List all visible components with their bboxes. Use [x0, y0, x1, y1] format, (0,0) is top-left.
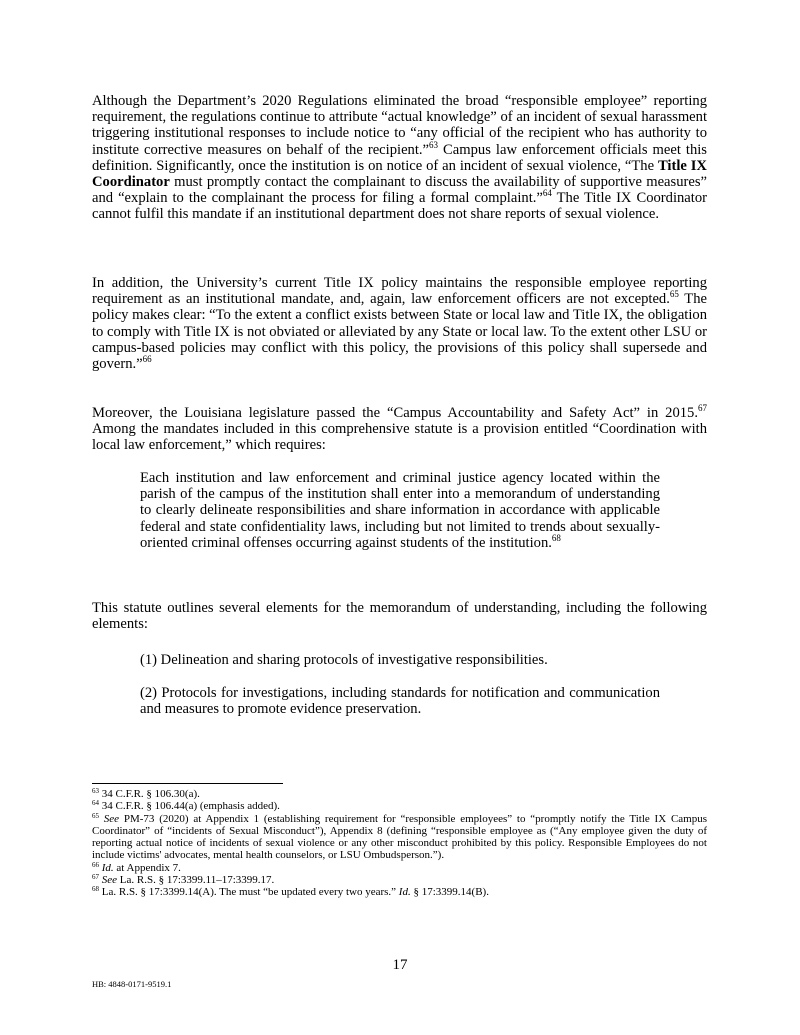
- footnote-number: 66: [92, 860, 99, 869]
- footnote: [92, 874, 707, 886]
- footnote: [92, 813, 707, 862]
- footnote: [92, 788, 707, 800]
- footnote: [92, 886, 707, 898]
- footnote-number: 68: [92, 885, 99, 894]
- bold-text: Title IX Coordinator: [92, 157, 707, 191]
- text: 34 C.F.R. § 106.44(a) (emphasis added).: [99, 800, 280, 813]
- paragraph-statute-elements: This statute outlines several elements for the memorandum of understanding, including the following elements:: [92, 600, 707, 633]
- paragraph-louisiana-act: [92, 405, 707, 454]
- text: Moreover, the Louisiana legislature passed the “Campus Accountability and Safety Act” in 2015.: [92, 405, 698, 421]
- text: Campus law enforcement officials meet this definition. Significantly, once the institution is on notice of an incident of sexual violence, “The: [92, 141, 707, 174]
- list-item: (2) Protocols for investigations, including standards for notification and communication and measures to promote evidence preservation.: [140, 685, 660, 718]
- footnotes: [92, 788, 707, 899]
- list-item: (1) Delineation and sharing protocols of investigative responsibilities.: [140, 652, 548, 668]
- footnote-number: 67: [92, 873, 99, 882]
- footnote-ref[interactable]: 66: [142, 354, 152, 365]
- footnote-ref[interactable]: 65: [669, 289, 679, 300]
- footnote-number: 64: [92, 799, 99, 808]
- footnote: [92, 800, 707, 812]
- text: at Appendix 7.: [113, 861, 181, 874]
- text: § 17:3399.14(B).: [410, 886, 489, 899]
- italic-text: See: [101, 874, 118, 887]
- block-quote: [140, 470, 660, 551]
- footnote-ref[interactable]: 68: [551, 532, 561, 543]
- paragraph-university-policy: [92, 275, 707, 372]
- footnote: [92, 862, 707, 874]
- footnote-ref[interactable]: 63: [429, 139, 439, 150]
- footnote-number: 63: [92, 787, 99, 795]
- italic-text: See: [103, 812, 120, 825]
- footnote-divider: [92, 783, 283, 784]
- footnote-number: 65: [92, 811, 99, 820]
- page-number: 17: [392, 957, 408, 973]
- text: The Title IX Coordinator cannot fulfil this mandate if an institutional department does not share reports of sexual violence.: [92, 190, 707, 223]
- document-id: HB: 4848-0171-9519.1: [92, 979, 172, 989]
- italic-text: Id.: [398, 886, 411, 899]
- text: Although the Department’s 2020 Regulations eliminated the broad “responsible employee” reporting requirement, the regulations continue to attribute “actual knowledge” of an incident of sexual harassment triggering institutional responses to include notice to “any official of the recipient who has authority to institute corrective measures on behalf of the recipient.”: [92, 93, 707, 158]
- paragraph-actual-knowledge: [92, 93, 707, 223]
- text: Each institution and law enforcement and criminal justice agency located within the parish of the campus of the institution shall enter into a memorandum of understanding to clearly delineate responsibilities and share information in accordance with applicable federal and state confidentiality laws, including but not limited to trends about sexually-oriented criminal offenses occurring against students of the institution.: [140, 470, 660, 551]
- footnote-ref[interactable]: 67: [698, 403, 707, 413]
- text: In addition, the University’s current Title IX policy maintains the responsible employee reporting requirement as an institutional mandate, and, again, law enforcement officers are not excepted.: [92, 275, 707, 308]
- text: must promptly contact the complainant to discuss the availability of supportive measures” and “explain to the complainant the process for filing a formal complaint.”: [92, 174, 707, 207]
- text: The policy makes clear: “To the extent a conflict exists between State or local law and Title IX, the obligation to comply with Title IX is not obviated or alleviated by any State or local law. To the extent other LSU or campus-based policies may conflict with this policy, the provisions of this policy shall supersede and govern.”: [92, 291, 707, 373]
- text: La. R.S. § 17:3399.14(A). The must “be updated every two years.”: [99, 886, 399, 899]
- footnote-ref[interactable]: 64: [542, 188, 552, 199]
- text: 34 C.F.R. § 106.30(a).: [99, 788, 200, 800]
- text: La. R.S. § 17:3399.11–17:3399.17.: [117, 874, 275, 887]
- italic-text: Id.: [101, 861, 114, 874]
- text: PM-73 (2020) at Appendix 1 (establishing requirement for “responsible employees” to “promptly notify the Title IX Campus Coordinator” of “incidents of Sexual Misconduct”), Appendix 8 (defining “responsible employee as (“Any employee given the duty of reporting actual notice of incidents of sexual violence or any other misconduct prohibited by this policy. Responsible Employees do not include victims' advocates, mental health counselors, or LSU Ombudsperson.”).: [92, 812, 707, 862]
- text: Among the mandates included in this comprehensive statute is a provision entitled “Coordination with local law enforcement,” which requires:: [92, 421, 707, 454]
